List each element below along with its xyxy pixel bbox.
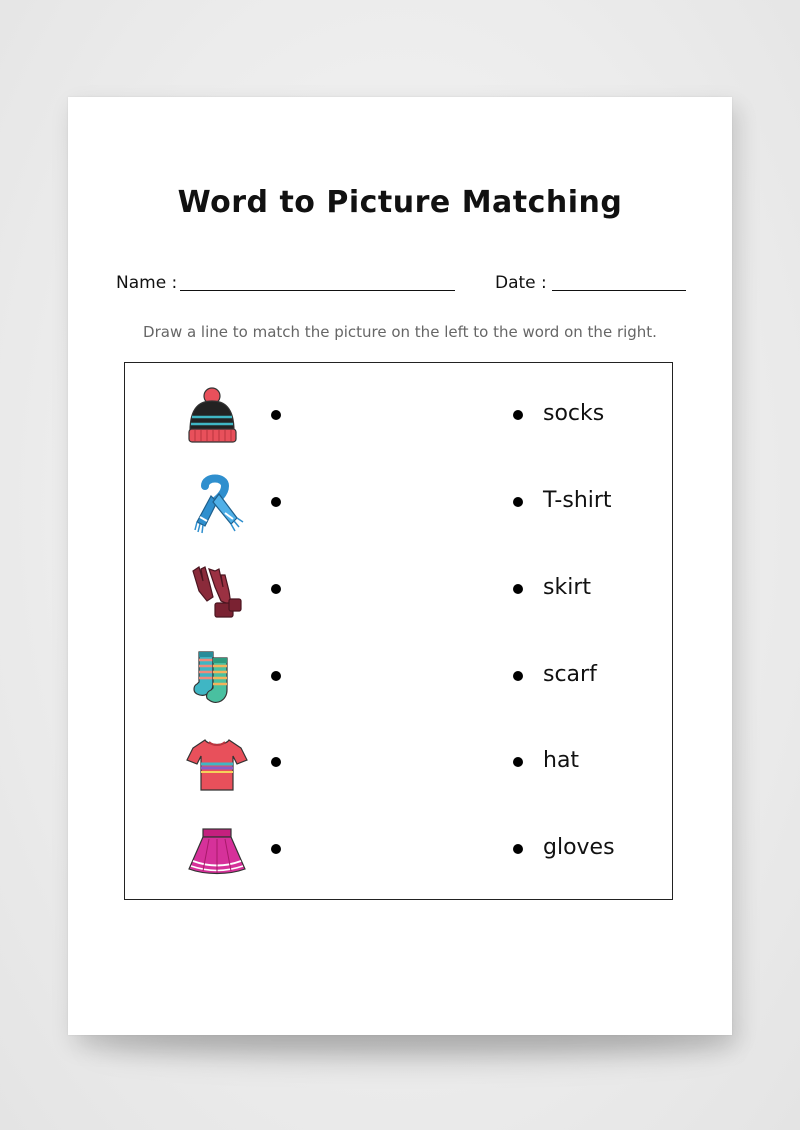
name-label: Name : xyxy=(116,273,178,293)
match-dot-right[interactable] xyxy=(513,844,523,854)
date-label: Date : xyxy=(495,273,547,293)
instruction-text: Draw a line to match the picture on the left to the word on the right. xyxy=(143,323,657,341)
worksheet-title: Word to Picture Matching xyxy=(177,185,623,220)
matching-row xyxy=(125,381,674,451)
matching-row xyxy=(125,642,674,712)
match-dot-right[interactable] xyxy=(513,410,523,420)
word-skirt: skirt xyxy=(543,575,591,600)
match-dot-left[interactable] xyxy=(271,410,281,420)
t-shirt-icon xyxy=(185,734,249,794)
worksheet-page xyxy=(68,97,732,1035)
match-dot-left[interactable] xyxy=(271,844,281,854)
word-hat: hat xyxy=(543,748,580,773)
scarf-icon xyxy=(185,474,249,534)
match-dot-right[interactable] xyxy=(513,671,523,681)
word-socks: socks xyxy=(543,401,605,426)
socks-icon xyxy=(185,648,249,708)
skirt-icon xyxy=(185,821,249,881)
gloves-icon xyxy=(185,561,249,621)
word-scarf: scarf xyxy=(543,662,597,687)
match-dot-left[interactable] xyxy=(271,757,281,767)
matching-row xyxy=(125,728,674,798)
hat-icon xyxy=(185,387,249,447)
name-line[interactable] xyxy=(180,290,455,291)
match-dot-left[interactable] xyxy=(271,584,281,594)
match-dot-left[interactable] xyxy=(271,497,281,507)
match-dot-right[interactable] xyxy=(513,584,523,594)
matching-row xyxy=(125,555,674,625)
date-line[interactable] xyxy=(552,290,686,291)
word-t-shirt: T-shirt xyxy=(543,488,612,513)
match-dot-right[interactable] xyxy=(513,757,523,767)
match-dot-right[interactable] xyxy=(513,497,523,507)
matching-row xyxy=(125,815,674,885)
word-gloves: gloves xyxy=(543,835,615,860)
matching-box xyxy=(124,362,673,900)
match-dot-left[interactable] xyxy=(271,671,281,681)
matching-row xyxy=(125,468,674,538)
